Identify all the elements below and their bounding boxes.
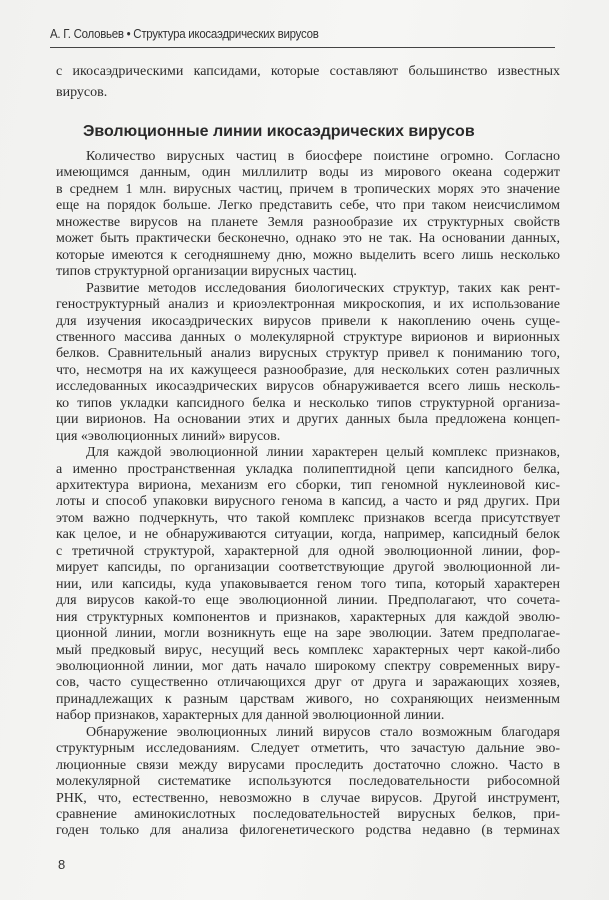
text-line: множестве вирусов на планете Земля разнообразие их структурных свойств xyxy=(56,214,560,230)
text-line: Обнаружение эволюционных линий вирусов стало возможным благодаря xyxy=(86,724,560,740)
text-line: ция «эволюционных линий» вирусов. xyxy=(56,428,281,444)
text-line: этом важно подчеркнуть, что такой комплекс признаков всегда присутствует xyxy=(56,510,560,526)
text-line: Для каждой эволюционной линии характерен целый комплекс признаков, xyxy=(86,445,560,461)
text-line: белков. Сравнительный анализ вирусных структур привел к пониманию того, xyxy=(56,346,560,362)
text-line: ционной линии, могли возникнуть еще на заре эволюции. Затем предполагае- xyxy=(56,626,560,641)
text-line: с икосаэдрическими капсидами, которые составляют большинство известных xyxy=(56,64,560,79)
text-line: мый предковый вирус, несущий весь комплекс характерных черт какой-либо xyxy=(56,642,560,658)
text-line: люционные связи между вирусами проследить достаточно сложно. Часто в xyxy=(56,757,560,773)
text-line: что, несмотря на их кажущееся разнообразие, для нескольких сотен различных xyxy=(56,362,560,378)
text-line: сравнение аминокислотных последовательностей вирусных белков, при- xyxy=(56,807,560,822)
text-line: мирует капсиды, по организации соответствующие другой эволюционной ли- xyxy=(56,560,560,576)
text-line: ственного массива данных о молекулярной структуре вирионов и вирионных xyxy=(56,329,560,345)
text-line: сов, часто существенно отличающихся друг от друга и заражающих хозяев, xyxy=(56,675,560,691)
text-line: типов структурной организации вирусных частиц. xyxy=(56,264,357,280)
text-line: как целое, и не обнаруживаются ситуации, когда, например, капсидный белок xyxy=(56,527,560,543)
text-line: еще на порядок больше. Легко представить себе, что при таком неисчислимом xyxy=(56,198,560,214)
text-line: Количество вирусных частиц в биосфере поистине огромно. Согласно xyxy=(86,149,560,164)
text-line: вирусов. xyxy=(56,85,108,100)
text-line: эволюционной линии, мог дать начало широкому спектру современных виру- xyxy=(56,659,560,674)
text-line: имеющимся данным, один миллилитр воды из мирового океана содержит xyxy=(56,165,560,181)
text-line: в среднем 1 млн. вирусных частиц, причем в тропических морях это значение xyxy=(56,181,560,197)
text-line: Развитие методов исследования биологических структур, таких как рент- xyxy=(86,280,560,296)
text-line: которые имеются к сегодняшнему дню, можно выделить всего лишь несколько xyxy=(56,247,560,263)
text-line: может быть практически бесконечно, однако это не так. На основании данных, xyxy=(56,231,560,247)
header-rule xyxy=(50,47,555,48)
text-line: годен только для анализа филогенетического родства недавно (в терминах xyxy=(56,823,560,839)
text-line: ния структурных компонентов и признаков, характерных для каждой эволю- xyxy=(56,609,560,625)
text-line: архитектура вириона, механизм его сборки, тип геномной нуклеиновой кис- xyxy=(56,478,560,493)
text-line: а именно пространственная укладка полипептидной цепи капсидного белка, xyxy=(56,461,560,477)
page-number: 8 xyxy=(58,857,66,872)
text-line: ции вирионов. На основании этих и других данных была предложена концеп- xyxy=(56,412,560,428)
text-line: геноструктурный анализ и криоэлектронная микроскопия, и их использование xyxy=(56,297,560,312)
text-line: набор признаков, характерных для данной эволюционной линии. xyxy=(56,708,445,724)
text-line: РНК, что, естественно, невозможно в случае вирусов. Другой инструмент, xyxy=(56,790,560,806)
text-line: структурным исследованиям. Следует отметить, что зачастую дальние эво- xyxy=(56,741,560,757)
text-line: принадлежащих к разным царствам живого, но сохраняющих неизменным xyxy=(56,691,560,707)
text-line: с третичной структурой, характерной для одной эволюционной линии, фор- xyxy=(56,543,560,559)
text-line: ко типов укладки капсидного белка и несколько типов структурной организа- xyxy=(56,395,560,411)
text-line: для вирусов какой-то еще эволюционной линии. Предполагают, что сочета- xyxy=(56,593,560,609)
text-line: нии, или капсиды, куда упаковывается геном того типа, который характерен xyxy=(56,576,560,592)
text-line: молекулярной систематике используются последовательности рибосомной xyxy=(56,774,560,790)
section-heading: Эволюционные линии икосаэдрических вирусов xyxy=(83,123,475,140)
text-line: лоты и способ упаковки вирусного генома в капсид, а часто и ряд других. При xyxy=(56,494,560,510)
running-head: А. Г. Соловьев • Структура икосаэдрических вирусов xyxy=(50,27,319,41)
text-line: для изучения икосаэдрических вирусов привели к накоплению очень суще- xyxy=(56,313,560,329)
text-line: исследованных икосаэдрических вирусов обнаруживается всего лишь несколь- xyxy=(56,379,560,395)
